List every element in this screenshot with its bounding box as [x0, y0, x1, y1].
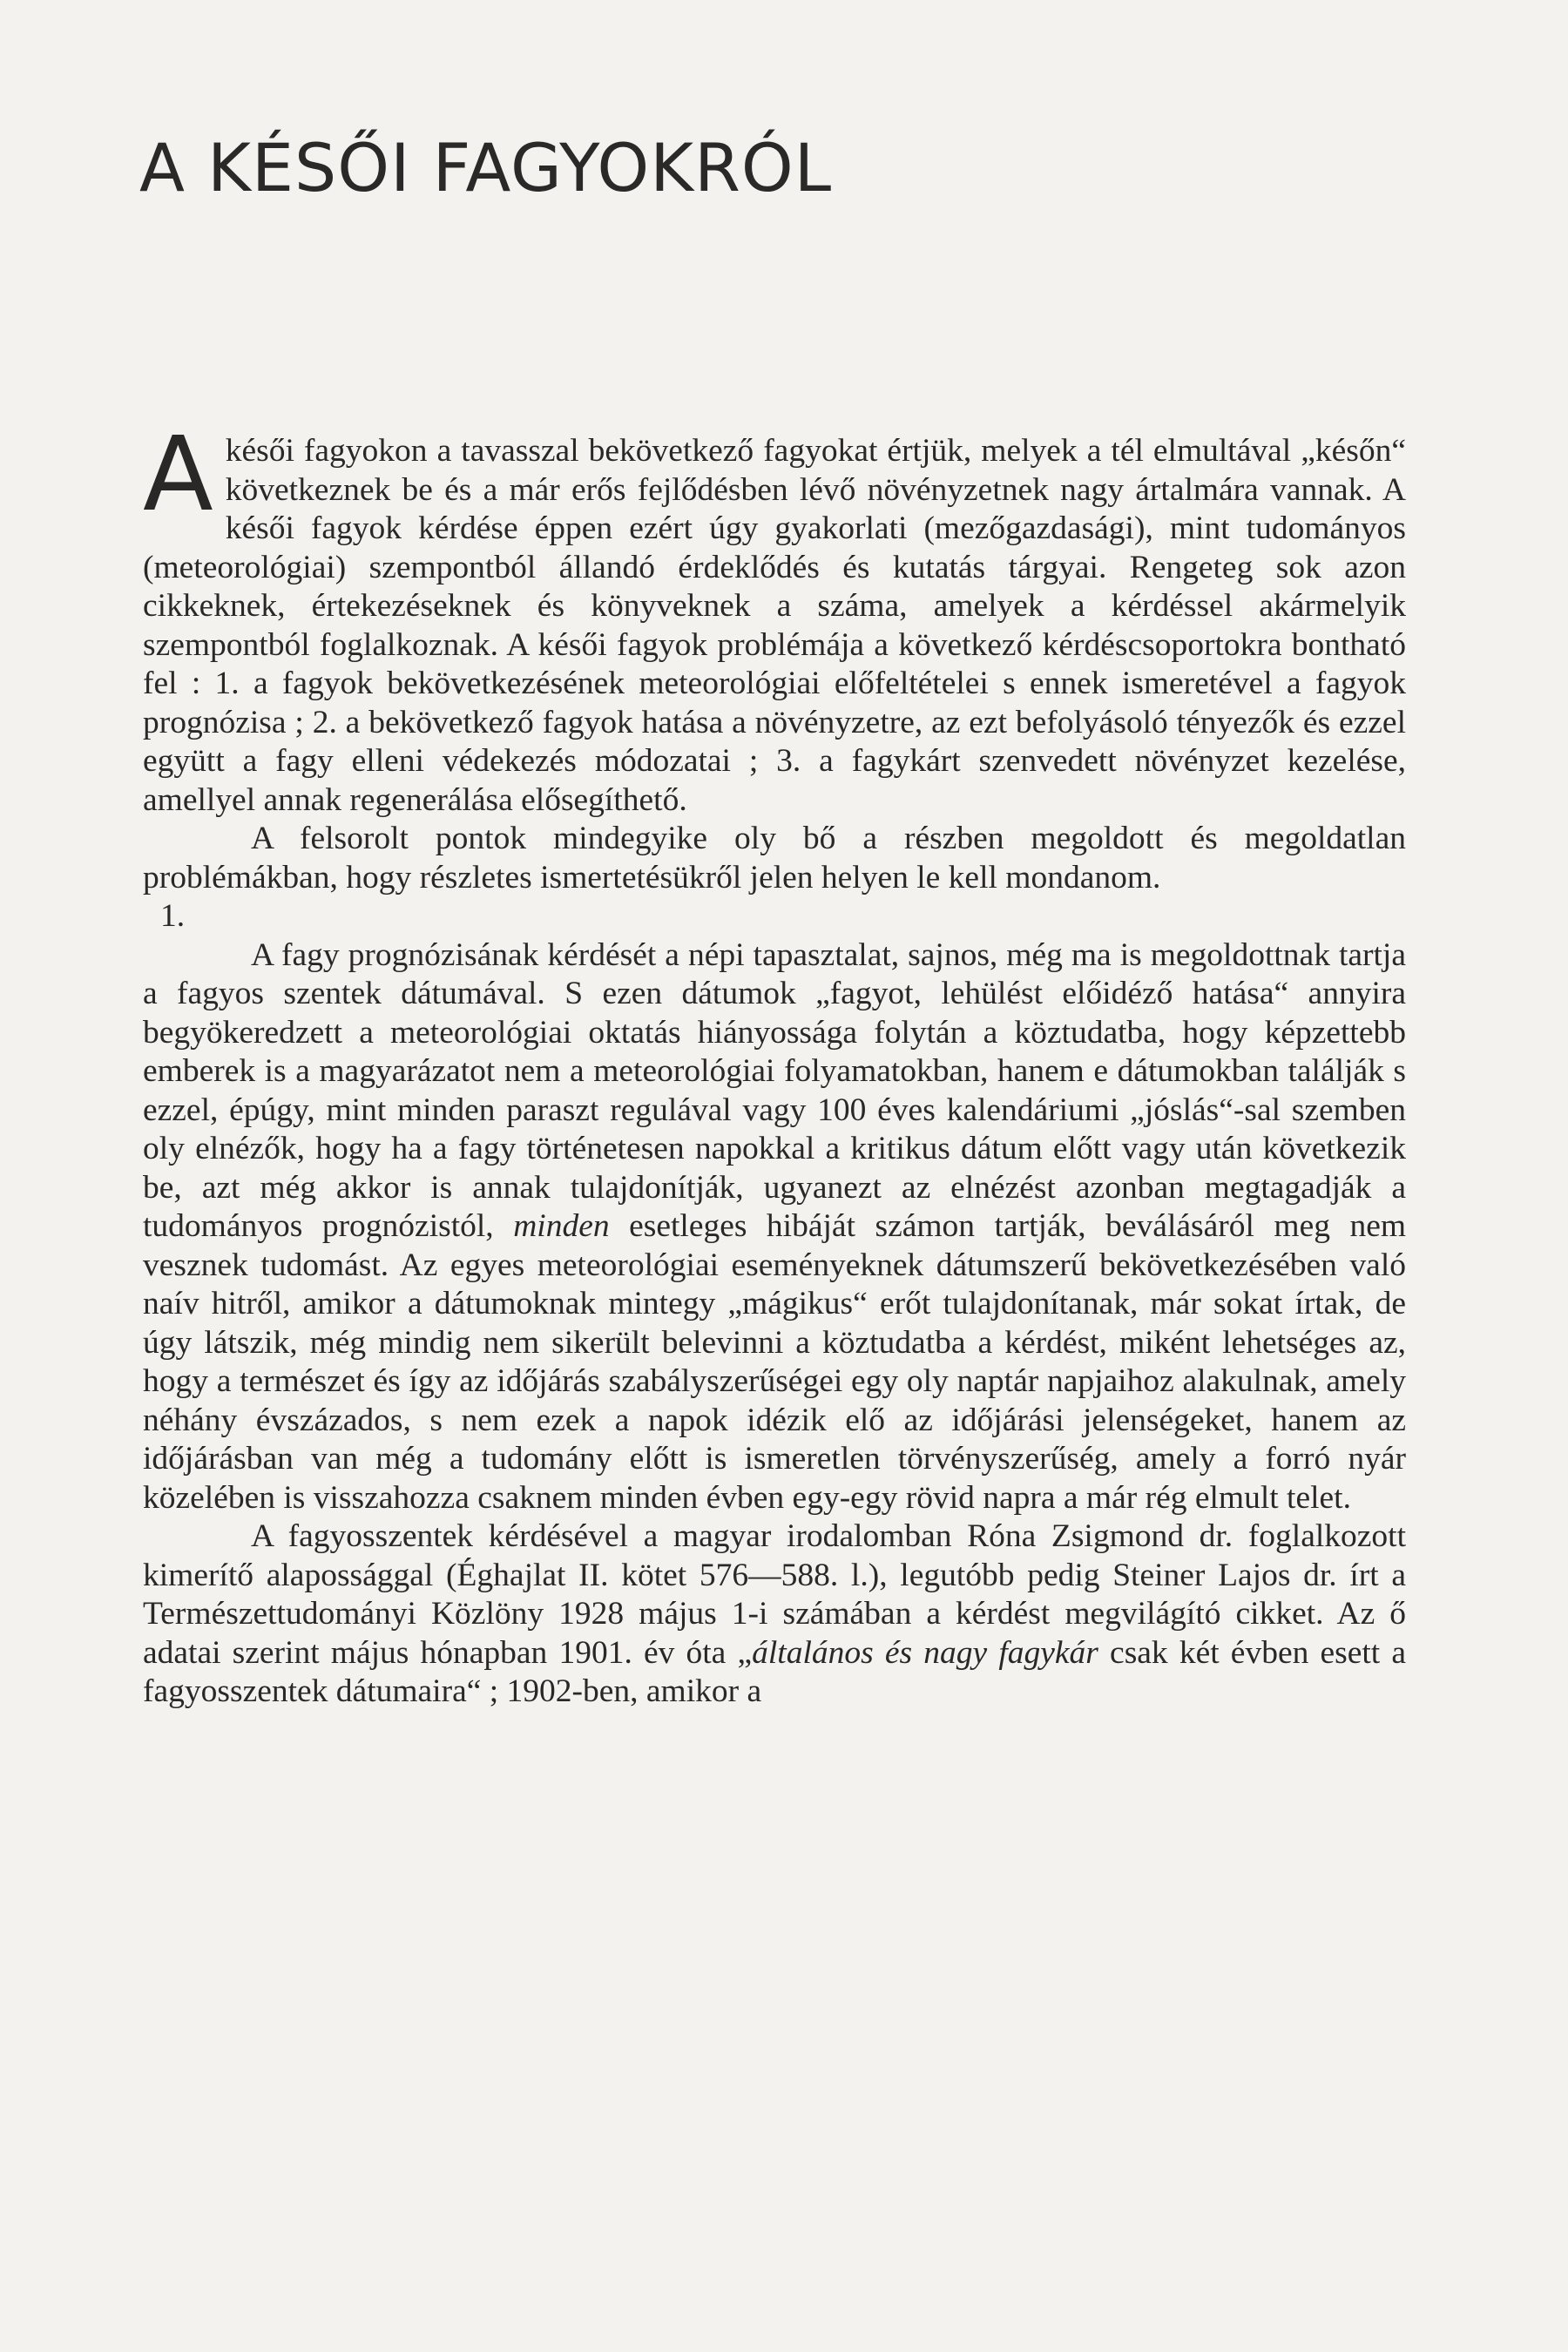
paragraph-3: [143, 936, 1406, 1518]
intro-text: késői fagyokon a tavasszal bekövetkező fagyokat értjük, melyek a tél elmultával „későn“ következnek be és a már erős fejlődésben lévő növényzetnek nagy ártalmára vannak. A késői fagyok kérdése éppen ezért úgy gyakorlati (mezőgazdasági), mint tudományos (meteorológiai) szempontból állandó érdeklődés és kutatás tárgyai. Rengeteg sok azon cikkeknek, értekezéseknek és könyveknek a száma, amelyek a kérdéssel akármelyik szempontból foglalkoznak. A késői fagyok problémája a következő kérdéscsoportokra bontható fel : 1. a fagyok bekövetkezésének meteorológiai előfeltételei s ennek ismeretével a fagyok prognózisa ; 2. a bekövetkező fagyok hatása a növényzetre, az ezt befolyásoló tényezők és ezzel együtt a fagy elleni védekezés módozatai ; 3. a fagykárt szenvedett növényzet kezelése, amellyel annak regenerálása elősegíthető.: [143, 433, 1406, 818]
paragraph-2: A felsorolt pontok mindegyike oly bő a részben megoldott és megoldatlan problémákban, hogy részletes ismertetésükről jelen helyen le kell mondanom.: [143, 821, 1406, 896]
paragraph-4: [143, 1517, 1406, 1712]
intro-paragraph: [143, 414, 1406, 820]
paragraph-3-italic: minden: [513, 1208, 610, 1244]
article-body: [143, 414, 1407, 1712]
section-number: 1.: [160, 898, 186, 934]
paragraph-4-text-b: csak két évben esett a fagyosszentek dátumaira“ ; 1902-ben, amikor a: [143, 1634, 1406, 1709]
drop-cap: A: [143, 414, 213, 534]
paragraph-3-text-b: esetleges hibáját számon tartják, beválásáról meg nem vesznek tudomást. Az egyes meteorológiai eseményeknek dátumszerű bekövetkezésében való naív hitről, amikor a dátumoknak mintegy „mágikus“ erőt tulajdonítanak, már sokat írtak, de úgy látszik, még mindig nem sikerült belevinni a köztudatba a kérdést, miként lehetséges az, hogy a természet és így az időjárás szabályszerűségei egy oly naptár napjaihoz alakulnak, amely néhány évszázados, s nem ezek a napok idézik elő az időjárási jelenségeket, hanem az időjárásban van még a tudomány előtt is ismeretlen törvényszerűség, amely a forró nyár közelében is visszahozza csaknem minden évben egy-egy rövid napra a már rég elmult telet.: [143, 1208, 1407, 1516]
page-title: A KÉSŐI FAGYOKRÓL: [139, 129, 833, 206]
paragraph-4-text-a: A fagyosszentek kérdésével a magyar irodalomban Róna Zsigmond dr. foglalkozott kimerítő alapossággal (Éghajlat II. kötet 576—588. l.), legutóbb pedig Steiner Lajos dr. írt a Természettudományi Közlöny 1928 május 1-i számában a kérdést megvilágító cikket. Az ő adatai szerint május hónapban 1901. év óta „: [143, 1518, 1406, 1671]
paragraph-4-italic: általános és nagy fagykár: [752, 1634, 1098, 1671]
paragraph-3-text-a: A fagy prognózisának kérdését a népi tapasztalat, sajnos, még ma is megoldottnak tartja a fagyos szentek dátumával. S ezen dátumok „fagyot, lehülést előidéző hatása“ annyira begyökeredzett a meteorológiai oktatás hiányossága folytán a köztudatba, hogy képzettebb emberek is a magyarázatot nem a meteorológiai folyamatokban, hanem e dátumokban találják s ezzel, épúgy, mint minden paraszt regulával vagy 100 éves kalendáriumi „jóslás“-sal szemben oly elnézők, hogy ha a fagy történetesen napokkal a kritikus dátum előtt vagy után következik be, azt még akkor is annak tulajdonítják, ugyanezt az elnézést azonban megtagadják a tudományos prognózistól,: [143, 936, 1406, 1244]
